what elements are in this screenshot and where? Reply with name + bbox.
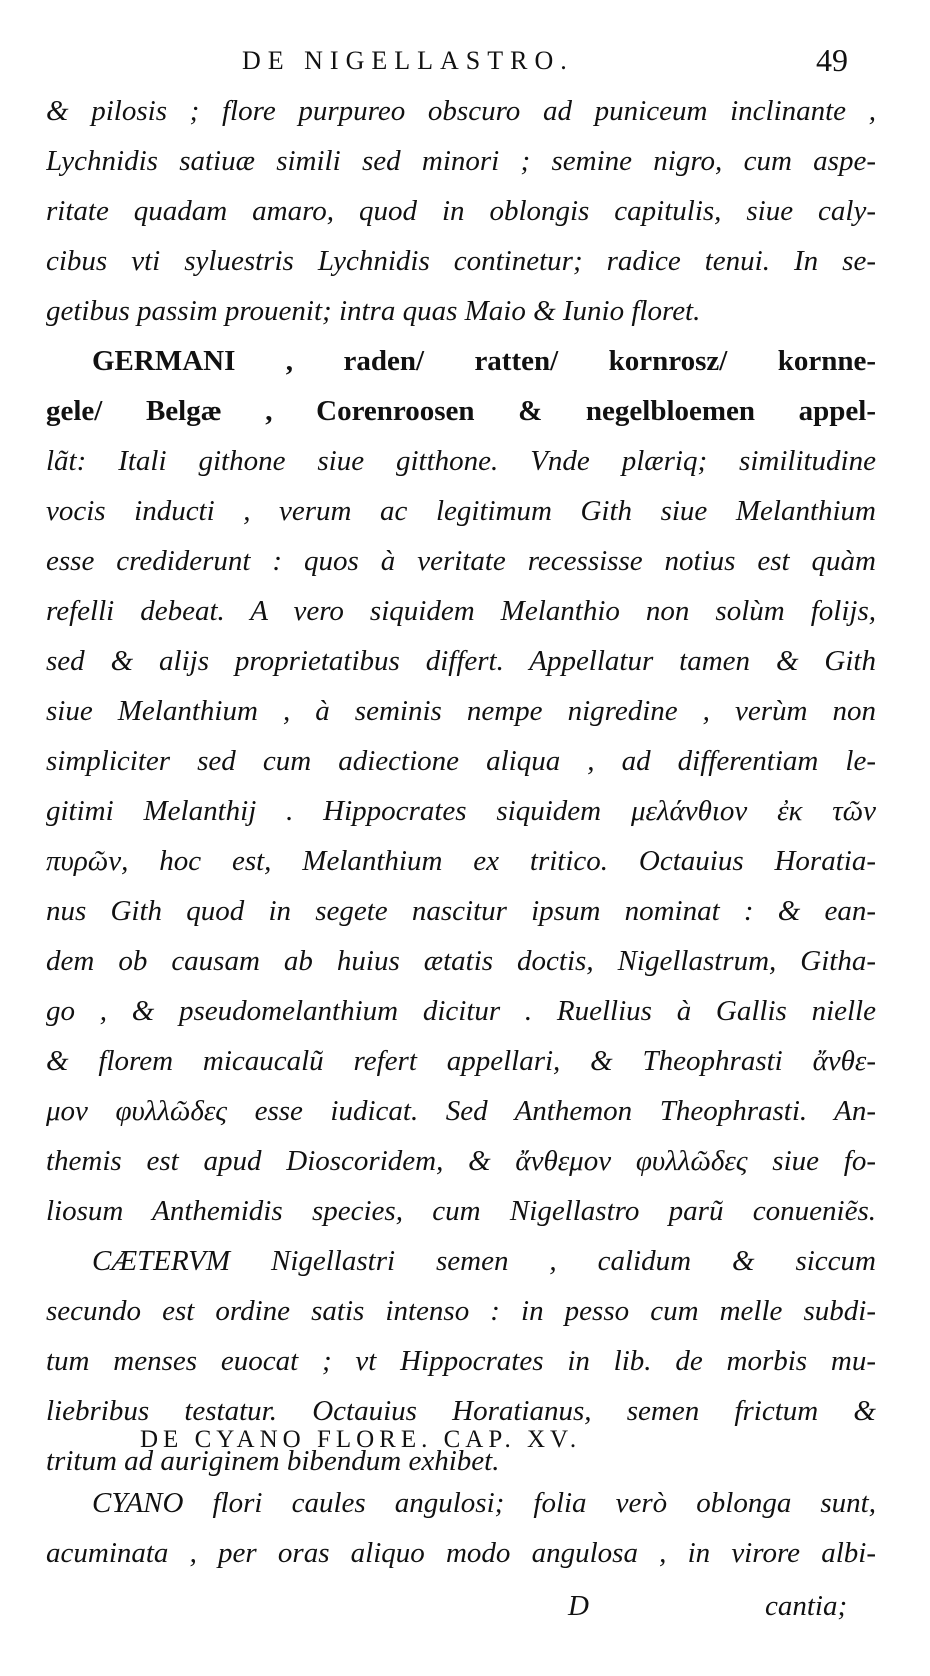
text-line: themis est apud Dioscoridem, & ἄνθεμον φυλλῶδες siue fo- (46, 1145, 876, 1177)
text-line: tritum ad auriginem bibendum exhibet. (46, 1445, 500, 1477)
running-title: DE NIGELLASTRO. (242, 46, 574, 75)
text-line: tum menses euocat ; vt Hippocrates in lib. de morbis mu- (46, 1345, 876, 1377)
body-text (46, 86, 876, 1486)
text-line: acuminata , per oras aliquo modo angulosa , in virore albi- (46, 1537, 876, 1569)
text-line: πυρῶν, hoc est, Melanthium ex tritico. Octauius Horatia- (46, 845, 876, 877)
chapter-text (46, 1478, 876, 1578)
text-line: CYANO flori caules angulosi; folia verò oblonga sunt, (92, 1487, 876, 1519)
text-line: esse crediderunt : quos à veritate recessisse notius est quàm (46, 545, 876, 577)
text-line: & florem micaucalũ refert appellari, & Theophrasti ἄνθε- (46, 1045, 876, 1077)
text-line: CÆTERVM Nigellastri semen , calidum & siccum (92, 1245, 876, 1277)
catchline (0, 1590, 930, 1634)
chapter-heading: DE CYANO FLORE. CAP. XV. (140, 1426, 582, 1453)
text-line: refelli debeat. A vero siquidem Melanthio non solùm folijs, (46, 595, 876, 627)
text-line: siue Melanthium , à seminis nempe nigredine , verùm non (46, 695, 876, 727)
text-line: Lychnidis satiuæ simili sed minori ; semine nigro, cum aspe- (46, 145, 876, 177)
text-line: GERMANI , raden/ ratten/ kornrosz/ kornne- (92, 345, 876, 377)
text-line: nus Gith quod in segete nascitur ipsum nominat : & ean- (46, 895, 876, 927)
text-line: liebribus testatur. Octauius Horatianus, semen frictum & (46, 1395, 876, 1427)
running-head (0, 40, 930, 80)
text-line: gele/ Belgæ , Corenroosen & negelbloemen appel- (46, 395, 876, 427)
text-line: getibus passim prouenit; intra quas Maio & Iunio floret. (46, 295, 701, 327)
text-line: simpliciter sed cum adiectione aliqua , ad differentiam le- (46, 745, 876, 777)
text-line: dem ob causam ab huius ætatis doctis, Nigellastrum, Githa- (46, 945, 876, 977)
text-line: gitimi Melanthij . Hippocrates siquidem μελάνθιον ἐκ τῶν (46, 795, 876, 827)
catchword: cantia; (765, 1590, 848, 1622)
text-line: cibus vti syluestris Lychnidis continetur; radice tenui. In se- (46, 245, 876, 277)
text-line: & pilosis ; flore purpureo obscuro ad puniceum inclinante , (46, 95, 876, 127)
text-line: secundo est ordine satis intenso : in pesso cum melle subdi- (46, 1295, 876, 1327)
text-line: liosum Anthemidis species, cum Nigellastro parũ conueniẽs. (46, 1195, 876, 1227)
text-line: lãt: Itali githone siue gitthone. Vnde plæriq; similitudine (46, 445, 876, 477)
text-line: μον φυλλῶδες esse iudicat. Sed Anthemon Theophrasti. An- (46, 1095, 876, 1127)
text-line: vocis inducti , verum ac legitimum Gith siue Melanthium (46, 495, 876, 527)
text-line: go , & pseudomelanthium dicitur . Ruellius à Gallis nielle (46, 995, 876, 1027)
page-number: 49 (816, 42, 848, 78)
signature-mark: D (568, 1590, 589, 1622)
text-line: sed & alijs proprietatibus differt. Appellatur tamen & Gith (46, 645, 876, 677)
text-line: ritate quadam amaro, quod in oblongis capitulis, siue caly- (46, 195, 876, 227)
